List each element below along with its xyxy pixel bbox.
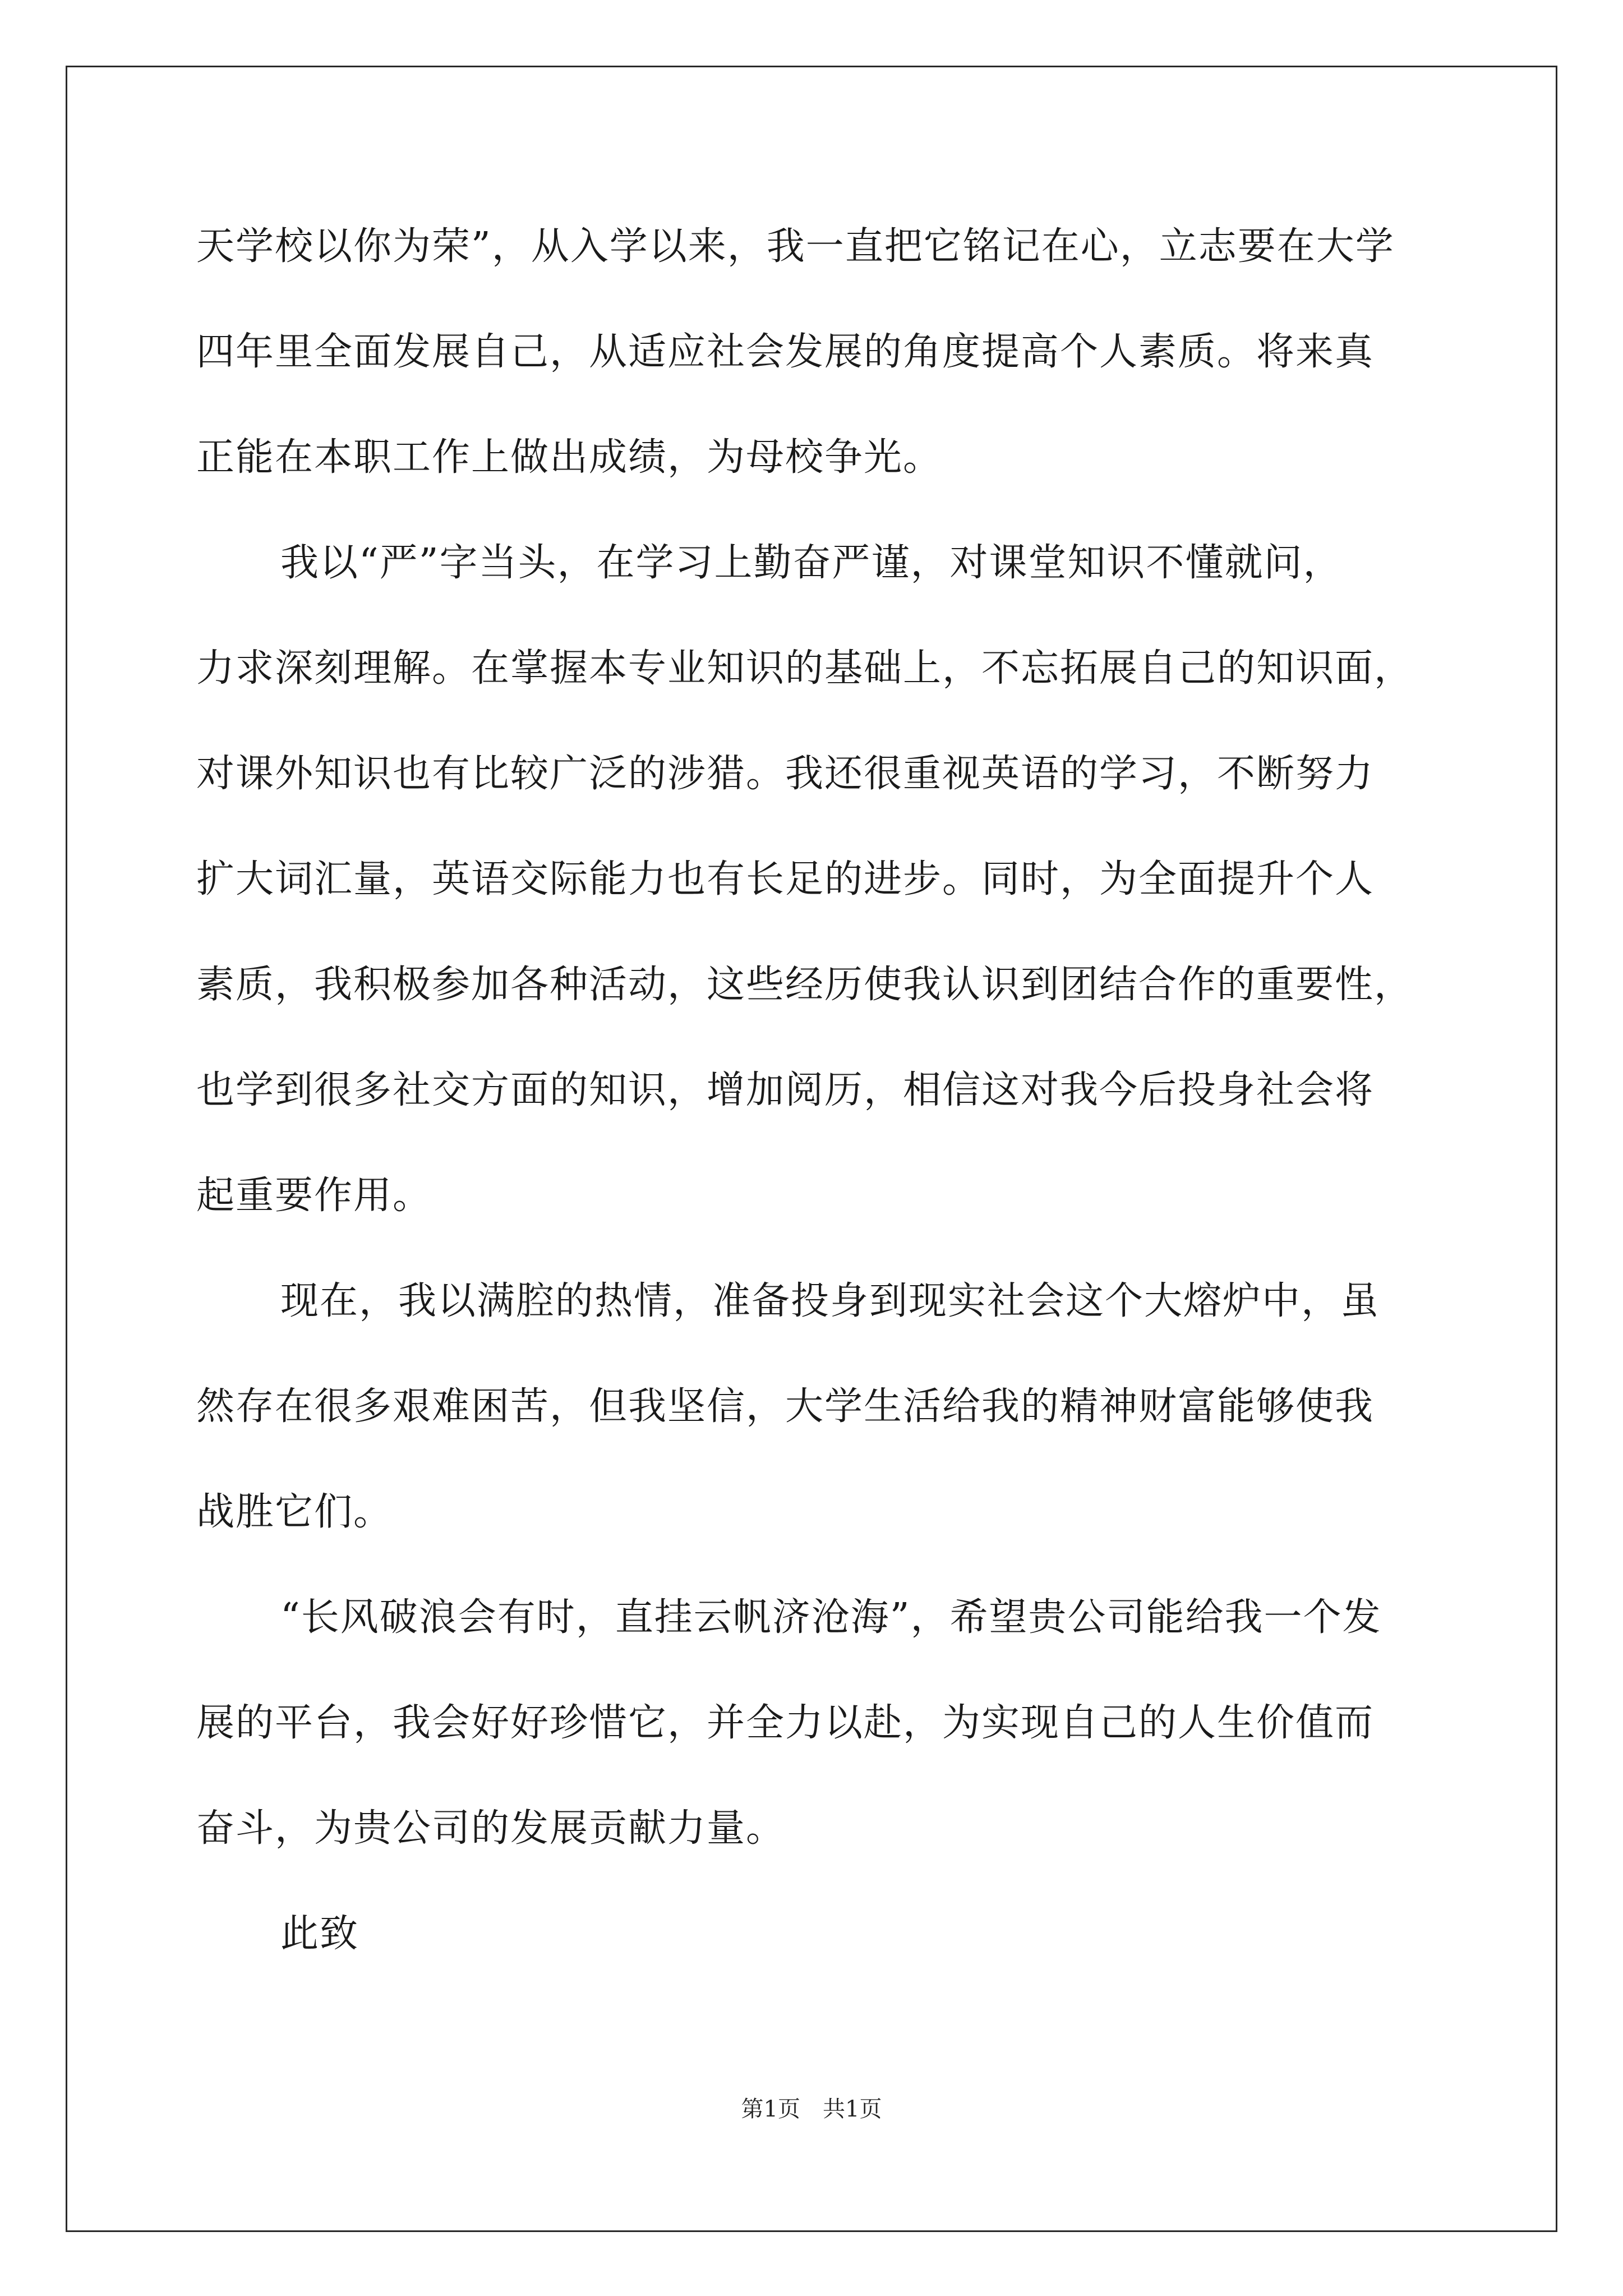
text-line: 现在，我以满腔的热情，准备投身到现实社会这个大熔炉中，虽	[280, 1279, 1380, 1323]
text-line: 素质，我积极参加各种活动，这些经历使我认识到团结合作的重要性，	[196, 963, 1414, 1007]
text-line: 四年里全面发展自己，从适应社会发展的角度提高个人素质。将来真	[196, 330, 1375, 374]
text-line: 力求深刻理解。在掌握本专业知识的基础上，不忘拓展自己的知识面，	[196, 646, 1414, 691]
text-line: 也学到很多社交方面的知识，增加阅历，相信这对我今后投身社会将	[196, 1068, 1375, 1112]
text-line: 对课外知识也有比较广泛的涉猎。我还很重视英语的学习，不断努力	[196, 752, 1375, 796]
closing-salutation: 此致	[280, 1912, 359, 1956]
text-line: 扩大词汇量，英语交际能力也有长足的进步。同时，为全面提升个人	[196, 857, 1375, 901]
page-number: 第1页	[741, 2096, 800, 2122]
text-line: 奋斗，为贵公司的发展贡献力量。	[196, 1806, 786, 1851]
text-line: 正能在本职工作上做出成绩，为母校争光。	[196, 435, 943, 480]
text-line: “长风破浪会有时，直挂云帆济沧海”，希望贵公司能给我一个发	[280, 1595, 1382, 1640]
page-total: 共1页	[823, 2096, 882, 2122]
text-line: 天学校以你为荣”，从入学以来，我一直把它铭记在心，立志要在大学	[196, 224, 1395, 269]
text-line: 然存在很多艰难困苦，但我坚信，大学生活给我的精神财富能够使我	[196, 1384, 1375, 1429]
page-footer	[0, 2092, 1623, 2126]
text-line: 展的平台，我会好好珍惜它，并全力以赴，为实现自己的人生价值而	[196, 1701, 1375, 1745]
text-line: 战胜它们。	[196, 1490, 393, 1534]
text-line: 起重要作用。	[196, 1174, 432, 1218]
text-line: 我以“严”字当头，在学习上勤奋严谨，对课堂知识不懂就问，	[280, 541, 1343, 585]
